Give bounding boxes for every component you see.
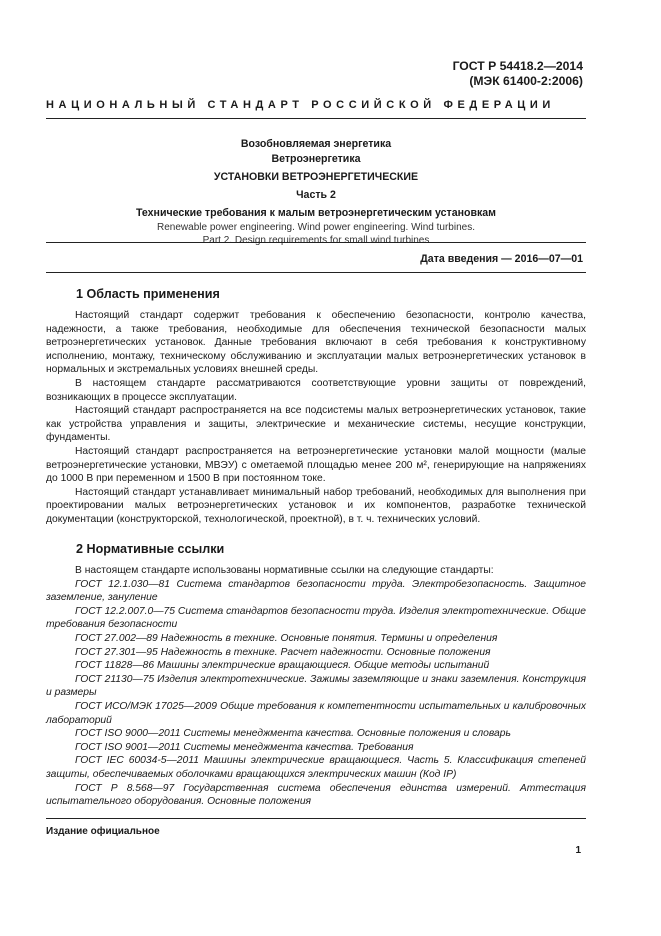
- national-standard-banner: НАЦИОНАЛЬНЫЙ СТАНДАРТ РОССИЙСКОЙ ФЕДЕРАЦИИ: [46, 99, 555, 111]
- reference-item: ГОСТ ISO 9001—2011 Системы менеджмента качества. Требования: [75, 741, 414, 753]
- standard-code-iec: (МЭК 61400-2:2006): [469, 74, 583, 88]
- reference-item: ГОСТ 12.1.030—81 Система стандартов безопасности труда. Электробезопасность. Защитное заземление, зануление: [46, 578, 586, 604]
- section-1-paragraph: Настоящий стандарт устанавливает минимальный набор требований, необходимых для выполнения при проектировании малых ветроэнергетических установок и их компонентов, разработке технической документации (конструкторской, технологической, проектной), в т. ч. технических условий.: [46, 486, 586, 525]
- section-1-paragraph: Настоящий стандарт распространяется на ветроэнергетические установки малой мощности (малые ветроэнергетические установки, МВЭУ) с ометаемой площадью менее 200 м², генерирующие на напряжениях до 1000 В при переменном и 1500 В при постоянном токе.: [46, 445, 586, 485]
- official-edition-label: Издание официальное: [46, 826, 160, 837]
- reference-item: ГОСТ IEC 60034-5—2011 Машины электрические вращающиеся. Часть 5. Классификация степеней защиты, обеспечиваемых оболочками вращающихся электрических машин (Код IP): [46, 755, 586, 780]
- section-1-paragraph: Настоящий стандарт распространяется на все подсистемы малых ветроэнергетических установок, такие как устройства управления и защиты, электрические и механические системы, несущие конструкции, фундаменты.: [46, 405, 586, 444]
- title-line-1: Возобновляемая энергетика: [240, 138, 392, 150]
- introduction-date: Дата введения — 2016—07—01: [420, 253, 583, 265]
- date-divider: [46, 272, 586, 273]
- section-scope: [46, 286, 586, 527]
- title-block: [46, 137, 586, 247]
- reference-item: ГОСТ 11828—86 Машины электрические вращающиеся. Общие методы испытаний: [75, 660, 490, 672]
- section-1-paragraph: В настоящем стандарте рассматриваются соответствующие уровни защиты от повреждений, возникающих в процессе эксплуатации.: [46, 377, 586, 403]
- header-divider: [46, 118, 586, 119]
- title-line-2: Ветроэнергетика: [271, 153, 361, 165]
- section-1-heading: 1 Область применения: [76, 287, 220, 301]
- title-divider: [46, 242, 586, 243]
- section-2-intro: В настоящем стандарте использованы нормативные ссылки на следующие стандарты:: [75, 565, 494, 576]
- standard-code-main: ГОСТ Р 54418.2—2014: [452, 59, 583, 73]
- section-1-paragraph: Настоящий стандарт содержит требования к обеспечению безопасности, контролю качества, надежности, а также требования, необходимые для обеспечения технической безопасности малых ветроэнергетических установок. Данные требования включают в себя требования к конструктивному исполнению, монтажу, техническому обслуживанию и эксплуатации малых ветроэнергетических установок в нормальных и экстремальных условиях внешней среды.: [46, 310, 586, 376]
- title-part: Часть 2: [296, 189, 336, 201]
- reference-item: ГОСТ 27.002—89 Надежность в технике. Основные понятия. Термины и определения: [75, 632, 498, 644]
- title-english-2: Part 2. Design requirements for small wind turbines: [202, 235, 430, 246]
- reference-item: ГОСТ ISO 9000—2011 Системы менеджмента качества. Основные положения и словарь: [75, 728, 511, 740]
- section-normative-references: [46, 541, 586, 809]
- title-subtitle: Технические требования к малым ветроэнергетическим установкам: [135, 207, 497, 219]
- standard-code: [453, 59, 583, 89]
- title-english-1: Renewable power engineering. Wind power engineering. Wind turbines.: [157, 222, 475, 233]
- reference-item: ГОСТ Р 8.568—97 Государственная система обеспечения единства измерений. Аттестация испытательного оборудования. Основные положения: [46, 782, 586, 808]
- reference-item: ГОСТ ИСО/МЭК 17025—2009 Общие требования к компетентности испытательных и калибровочных лабораторий: [46, 700, 586, 726]
- page-number: 1: [575, 845, 581, 856]
- reference-item: ГОСТ 27.301—95 Надежность в технике. Расчет надежности. Основные положения: [75, 646, 491, 658]
- section-2-heading: 2 Нормативные ссылки: [76, 542, 225, 556]
- title-line-3: УСТАНОВКИ ВЕТРОЭНЕРГЕТИЧЕСКИЕ: [213, 171, 419, 183]
- footer-divider: [46, 818, 586, 819]
- reference-item: ГОСТ 12.2.007.0—75 Система стандартов безопасности труда. Изделия электротехнические. Общие требования безопасности: [46, 605, 586, 631]
- reference-item: ГОСТ 21130—75 Изделия электротехнические. Зажимы заземляющие и знаки заземления. Конструкция и размеры: [46, 673, 586, 699]
